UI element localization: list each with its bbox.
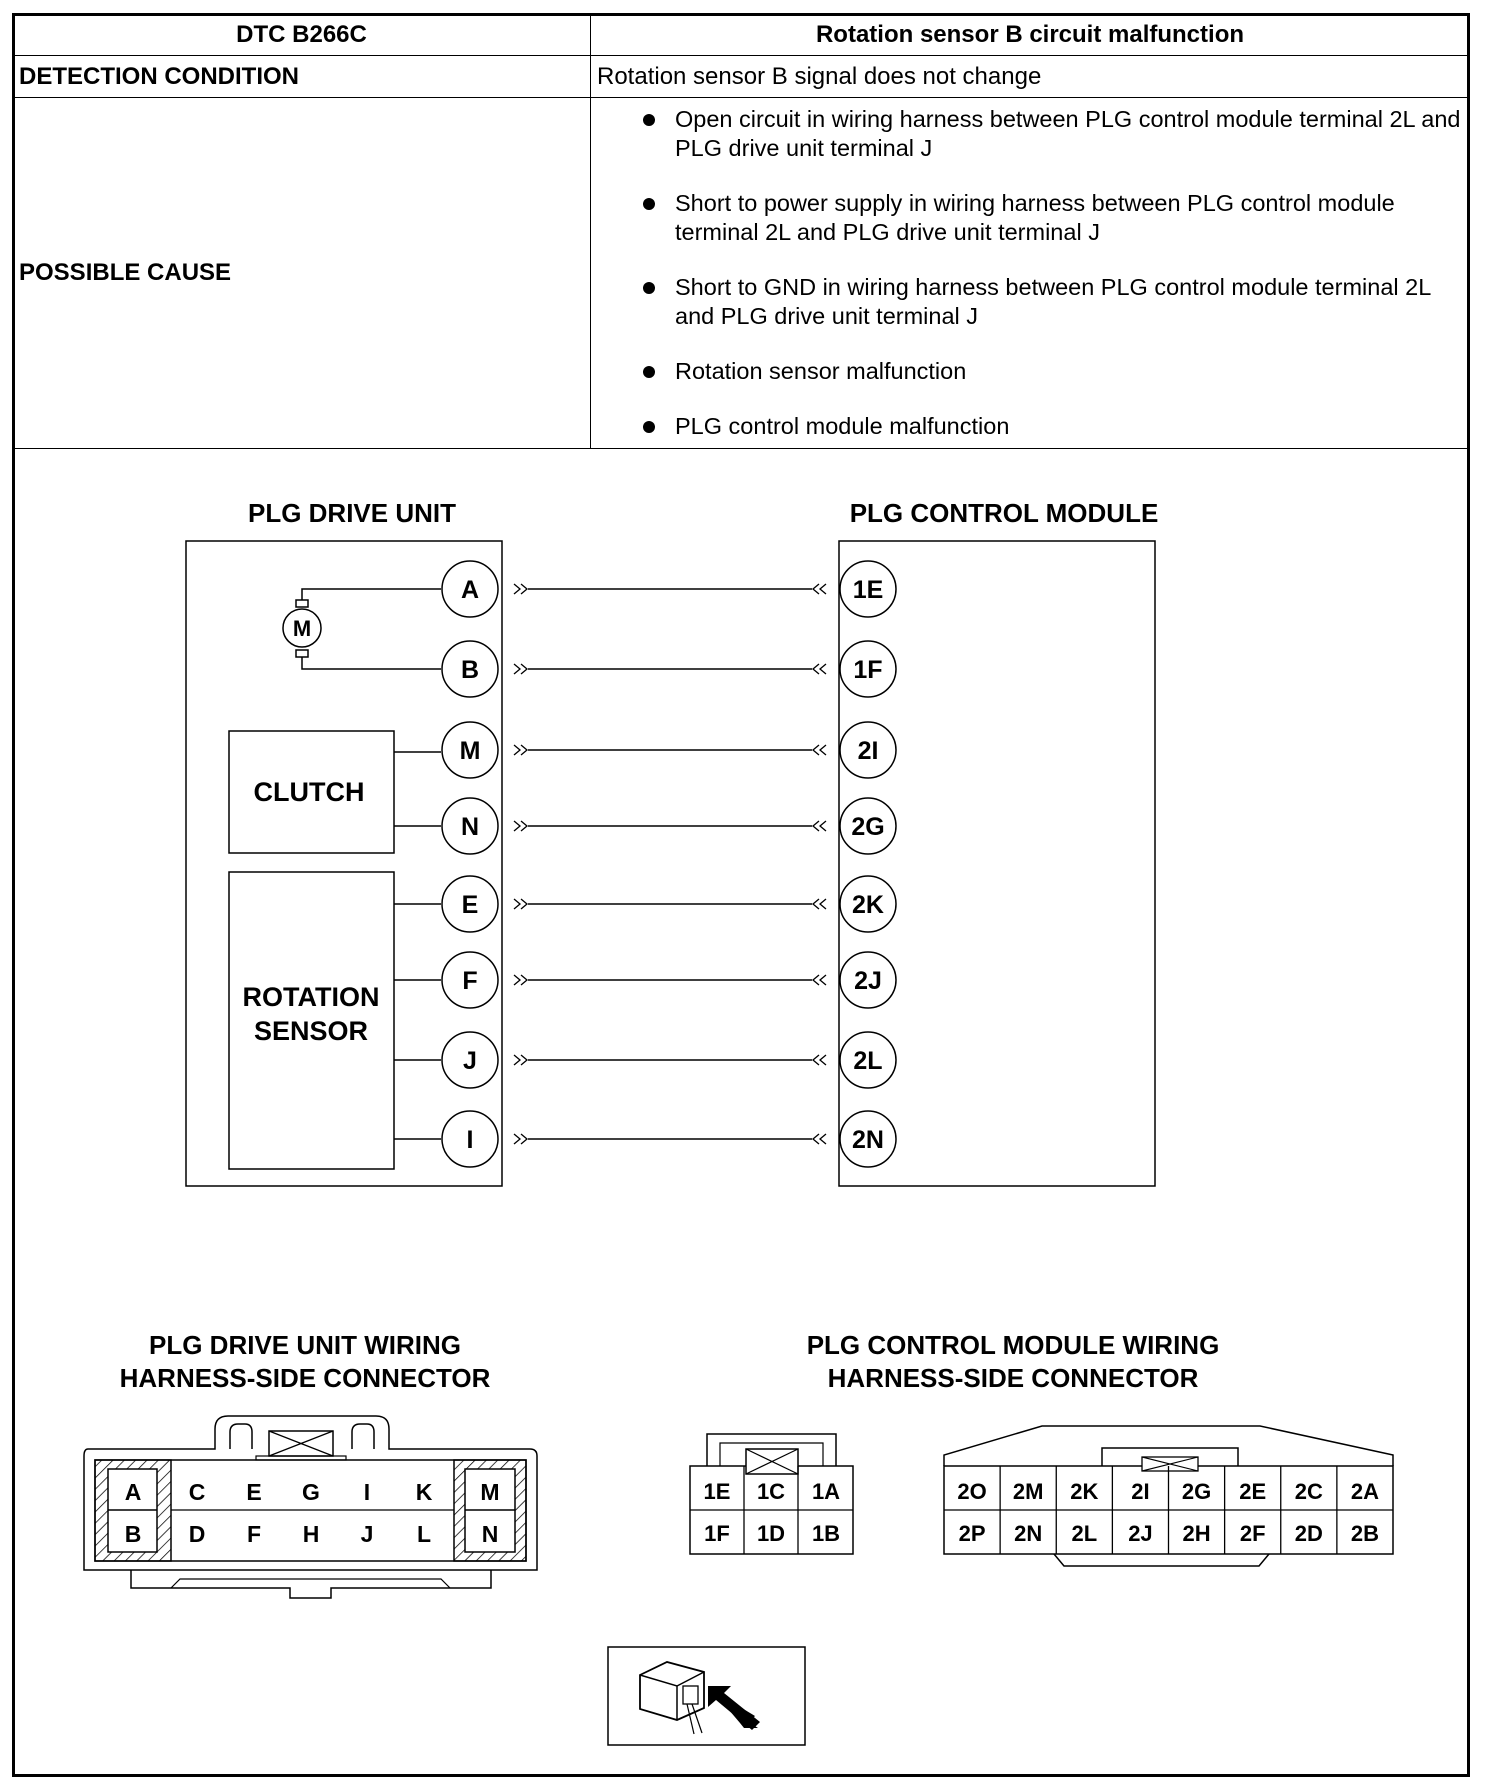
module-pin-label: 2H bbox=[1182, 1521, 1211, 1546]
drive-terminal-label: B bbox=[460, 656, 480, 684]
wire-F-2J bbox=[442, 952, 896, 1008]
module-pin-label: 2L bbox=[1071, 1521, 1098, 1546]
module-pin-label: 1E bbox=[703, 1479, 731, 1504]
module-pin-label: 2D bbox=[1294, 1521, 1323, 1546]
drive-terminal-label: E bbox=[461, 891, 479, 919]
module-pin-label: 2N bbox=[1014, 1521, 1043, 1546]
drive-unit-box bbox=[186, 541, 502, 1186]
module-pin-label: 2F bbox=[1239, 1521, 1266, 1546]
connector-arrow-icon bbox=[514, 899, 527, 909]
drive-pin-label: N bbox=[481, 1521, 499, 1547]
drive-pin-label: F bbox=[246, 1521, 262, 1547]
module-terminal-label: 1E bbox=[852, 576, 884, 604]
drive-unit-title: PLG DRIVE UNIT bbox=[247, 498, 457, 528]
module-pin-label: 2C bbox=[1294, 1479, 1323, 1504]
connector-arrow-icon bbox=[514, 821, 527, 831]
wire-M-2I bbox=[442, 722, 896, 778]
drive-connector-title-1: PLG DRIVE UNIT WIRING bbox=[149, 1330, 461, 1360]
drive-terminal-label: N bbox=[460, 813, 480, 841]
wires-group bbox=[442, 561, 896, 1167]
drive-pin-label: K bbox=[415, 1479, 433, 1505]
harness-view-icon bbox=[608, 1647, 805, 1745]
clutch-block bbox=[229, 731, 441, 853]
cause-item: Short to GND in wiring harness between PLG control module terminal 2L and PLG drive unit terminal J bbox=[639, 273, 1463, 331]
module-pin-label: 1D bbox=[756, 1521, 786, 1546]
module-terminal-label: 2J bbox=[854, 967, 882, 995]
wire-A-1E bbox=[442, 561, 896, 617]
module-terminal-label: 2G bbox=[851, 813, 885, 841]
drive-pin-label: J bbox=[360, 1521, 374, 1547]
module-pin-label: 2M bbox=[1012, 1479, 1044, 1504]
connector-arrow-icon bbox=[514, 664, 527, 674]
connector-arrow-icon bbox=[813, 899, 826, 909]
module-terminal-label: 1F bbox=[853, 656, 883, 684]
connector-arrow-icon bbox=[813, 821, 826, 831]
drive-connector-title-2: HARNESS-SIDE CONNECTOR bbox=[119, 1363, 491, 1393]
clutch-label: CLUTCH bbox=[253, 777, 365, 807]
module-terminal-label: 2K bbox=[852, 891, 884, 919]
module-pin-label: 2A bbox=[1350, 1479, 1379, 1504]
drive-pin-label: C bbox=[188, 1479, 206, 1505]
module-pin-label: 2E bbox=[1239, 1479, 1267, 1504]
cause-item: Open circuit in wiring harness between PLG control module terminal 2L and PLG drive unit terminal J bbox=[639, 105, 1463, 163]
module-connector-title-1: PLG CONTROL MODULE WIRING bbox=[806, 1330, 1220, 1360]
drive-pin-label: E bbox=[246, 1479, 262, 1505]
wire-J-2L bbox=[442, 1032, 896, 1088]
drive-pin-label: I bbox=[363, 1479, 371, 1505]
module-pin-label: 2P bbox=[958, 1521, 986, 1546]
wire-B-1F bbox=[442, 641, 896, 697]
drive-connector-pins bbox=[125, 1479, 500, 1547]
control-module-title: PLG CONTROL MODULE bbox=[849, 498, 1159, 528]
drive-terminal-label: A bbox=[460, 576, 480, 604]
module-pin-label: 1F bbox=[704, 1521, 730, 1546]
connector-arrow-icon bbox=[813, 584, 826, 594]
module-pin-label: 2I bbox=[1131, 1479, 1150, 1504]
module-pin-label: 1A bbox=[811, 1479, 841, 1504]
module-terminal-label: 2I bbox=[857, 737, 879, 765]
module-pin-label: 2J bbox=[1128, 1521, 1153, 1546]
module-pin-label: 1B bbox=[811, 1521, 841, 1546]
connector-arrow-icon bbox=[514, 975, 527, 985]
rotation-sensor-label-2: SENSOR bbox=[253, 1016, 369, 1046]
dtc-title: Rotation sensor B circuit malfunction bbox=[591, 14, 1470, 56]
drive-pin-label: A bbox=[124, 1479, 142, 1505]
dtc-code: DTC B266C bbox=[13, 14, 591, 56]
drive-terminal-label: I bbox=[466, 1126, 474, 1154]
motor-symbol bbox=[283, 589, 441, 669]
cause-item: Rotation sensor malfunction bbox=[639, 357, 1463, 386]
drive-connector-drawing bbox=[84, 1416, 537, 1598]
drive-terminal-label: M bbox=[459, 737, 481, 765]
module-pin-label: 2K bbox=[1070, 1479, 1099, 1504]
possible-cause-label: POSSIBLE CAUSE bbox=[13, 98, 591, 449]
connector-arrow-icon bbox=[813, 745, 826, 755]
wire-N-2G bbox=[442, 798, 896, 854]
module-pin-label: 2B bbox=[1350, 1521, 1379, 1546]
module-pin-label: 2O bbox=[957, 1479, 987, 1504]
cause-item: PLG control module malfunction bbox=[639, 412, 1463, 441]
connector-arrow-icon bbox=[813, 664, 826, 674]
detection-value: Rotation sensor B signal does not change bbox=[591, 56, 1470, 98]
rotation-sensor-block bbox=[229, 872, 441, 1169]
wire-E-2K bbox=[442, 876, 896, 932]
drive-pin-label: H bbox=[302, 1521, 320, 1547]
detection-label: DETECTION CONDITION bbox=[13, 56, 591, 98]
motor-label: M bbox=[292, 616, 312, 641]
drive-pin-label: G bbox=[302, 1479, 320, 1505]
rotation-sensor-label-1: ROTATION bbox=[242, 982, 380, 1012]
module-connector-title-2: HARNESS-SIDE CONNECTOR bbox=[827, 1363, 1199, 1393]
arrow-icon bbox=[708, 1686, 760, 1730]
module-terminal-label: 2L bbox=[853, 1047, 883, 1075]
module-terminal-label: 2N bbox=[852, 1126, 884, 1154]
drive-terminal-label: J bbox=[463, 1047, 477, 1075]
module-pin-label: 2G bbox=[1181, 1479, 1212, 1504]
drive-pin-label: D bbox=[188, 1521, 206, 1547]
wire-I-2N bbox=[442, 1111, 896, 1167]
connector-arrow-icon bbox=[514, 745, 527, 755]
connector-arrow-icon bbox=[813, 1134, 826, 1144]
cause-item: Short to power supply in wiring harness between PLG control module terminal 2L and PLG drive unit terminal J bbox=[639, 189, 1463, 247]
connector-arrow-icon bbox=[514, 1134, 527, 1144]
drive-pin-label: L bbox=[416, 1521, 432, 1547]
connector-arrow-icon bbox=[813, 1055, 826, 1065]
drive-pin-label: M bbox=[480, 1479, 500, 1505]
drive-pin-label: B bbox=[124, 1521, 142, 1547]
connector-arrow-icon bbox=[514, 1055, 527, 1065]
drive-terminal-label: F bbox=[462, 967, 478, 995]
module-pin-label: 1C bbox=[756, 1479, 786, 1504]
connector-arrow-icon bbox=[514, 584, 527, 594]
connector-arrow-icon bbox=[813, 975, 826, 985]
control-module-box bbox=[839, 541, 1155, 1186]
